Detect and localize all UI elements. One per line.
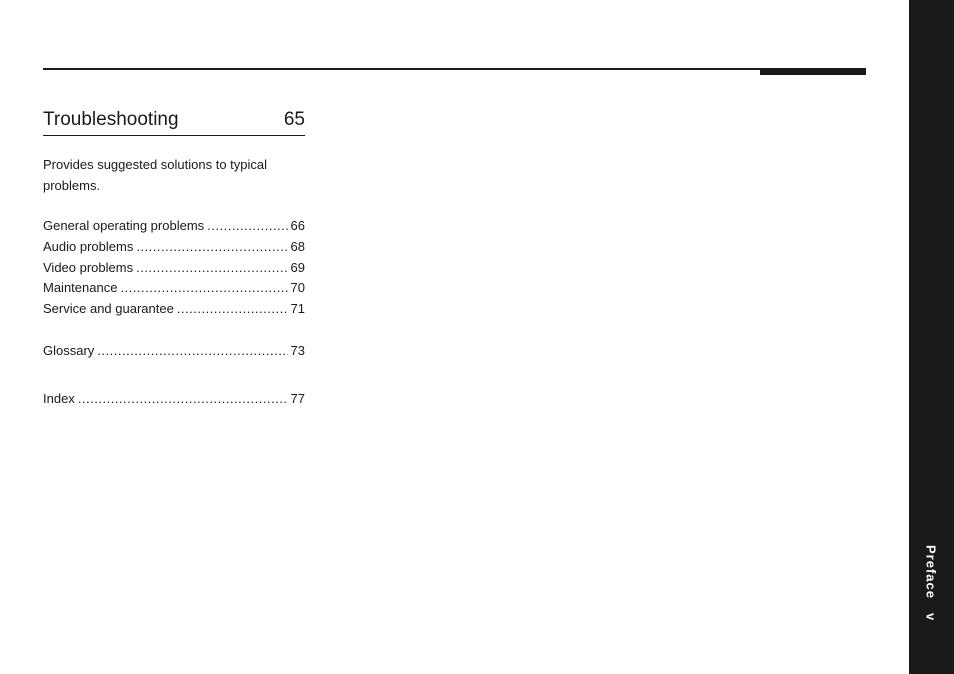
toc-leader-dots xyxy=(136,237,287,258)
toc-entry-page: 71 xyxy=(290,301,305,317)
toc-entry-label: Maintenance xyxy=(43,280,118,296)
chapter-side-tab xyxy=(909,0,954,674)
toc-entry-label: Index xyxy=(43,390,75,406)
toc-entry-glossary[interactable] xyxy=(43,341,305,362)
toc-entry-page: 66 xyxy=(290,218,305,233)
toc-entry-label: Video problems xyxy=(43,259,134,275)
toc-entry-page: 73 xyxy=(290,342,305,358)
toc-entry-label: General operating problems xyxy=(43,218,205,233)
toc-group-glossary xyxy=(43,341,305,362)
toc-entry[interactable] xyxy=(43,278,305,299)
toc-group-index xyxy=(43,389,305,410)
side-tab-text xyxy=(924,545,939,621)
toc-entry-page: 68 xyxy=(290,238,305,254)
toc-entry-page: 77 xyxy=(290,390,305,406)
section-header xyxy=(43,108,305,136)
toc-leader-dots xyxy=(207,216,287,237)
header-rule xyxy=(43,68,866,70)
header-rule-accent xyxy=(760,68,866,75)
toc-leader-dots xyxy=(120,278,287,299)
toc-entry-label: Glossary xyxy=(43,342,95,358)
section-page-number: 65 xyxy=(283,109,305,130)
toc-group-troubleshooting xyxy=(43,216,305,320)
toc-leader-dots xyxy=(177,299,288,320)
toc-leader-dots xyxy=(136,258,287,279)
toc-leader-dots xyxy=(97,341,287,362)
toc-section-troubleshooting xyxy=(43,108,305,410)
side-tab-page-number: v xyxy=(923,612,939,622)
toc-entry[interactable] xyxy=(43,237,305,258)
toc-entry[interactable] xyxy=(43,258,305,279)
toc-entry-page: 69 xyxy=(290,259,305,275)
side-tab-label: Preface xyxy=(923,545,939,599)
toc-entry-label: Audio problems xyxy=(43,238,134,254)
toc-entry-label: Service and guarantee xyxy=(43,301,174,317)
toc-leader-dots xyxy=(78,389,288,410)
toc-entry-index[interactable] xyxy=(43,389,305,410)
section-description: Provides suggested solutions to typical problems. xyxy=(43,157,268,193)
section-title: Troubleshooting xyxy=(43,109,179,130)
toc-entry[interactable] xyxy=(43,299,305,320)
toc-entry-page: 70 xyxy=(290,280,305,296)
toc-entry[interactable] xyxy=(43,216,305,237)
